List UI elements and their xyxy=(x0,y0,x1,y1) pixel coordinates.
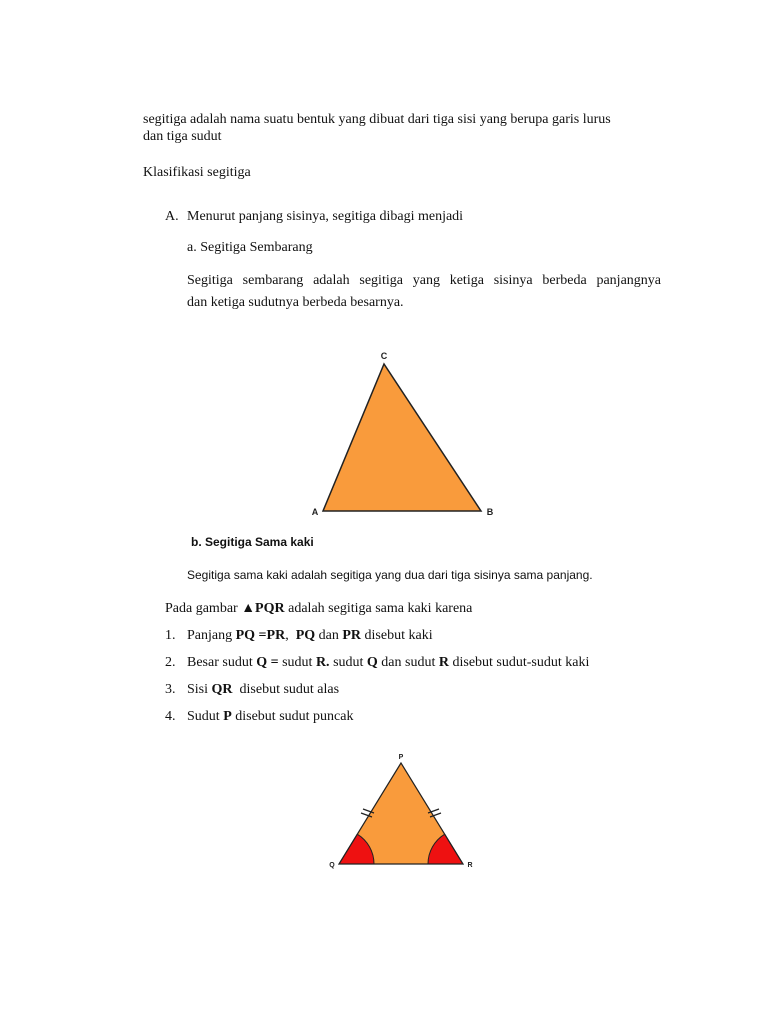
item-number: 2. xyxy=(165,655,176,670)
isosceles-triangle-figure xyxy=(320,750,490,875)
vertex-label-q: Q xyxy=(329,862,335,869)
scalene-triangle-figure xyxy=(300,345,510,520)
subheading-sama-kaki: b. Segitiga Sama kaki xyxy=(191,535,314,549)
item-bold: QR xyxy=(211,682,233,697)
numbered-item-1 xyxy=(165,628,433,644)
item-number: 1. xyxy=(165,628,176,643)
paragraph-sembarang xyxy=(187,270,661,314)
list-item-a xyxy=(165,209,463,225)
section-heading: Klasifikasi segitiga xyxy=(143,165,251,180)
item-text: , xyxy=(285,628,296,643)
paragraph-sama-kaki: Segitiga sama kaki adalah segitiga yang dua dari tiga sisinya sama panjang. xyxy=(187,568,593,582)
item-text: Panjang xyxy=(187,628,236,643)
item-text: sudut xyxy=(329,655,367,670)
item-bold: PQ xyxy=(295,628,316,643)
subheading-sembarang: a. Segitiga Sembarang xyxy=(187,240,313,255)
item-bold: R xyxy=(438,655,449,670)
vertex-label-c: C xyxy=(380,351,388,361)
paragraph-sembarang-line-1: Segitiga sembarang adalah segitiga yang ketiga sisinya berbeda panjangnya xyxy=(187,273,661,288)
vertex-label-a: A xyxy=(311,507,319,517)
intro-line-2: dan tiga sudut xyxy=(143,129,222,144)
item-bold: Q xyxy=(366,655,378,670)
paragraph-sembarang-line-2: dan ketiga sudutnya berbeda besarnya. xyxy=(187,295,404,310)
vertex-label-p: P xyxy=(398,754,404,761)
item-bold: PR xyxy=(342,628,362,643)
item-number: 4. xyxy=(165,709,176,724)
triangle-symbol-pqr: ▲PQR xyxy=(241,601,285,616)
scalene-triangle xyxy=(323,364,481,511)
item-text: disebut sudut-sudut kaki xyxy=(448,655,590,670)
numbered-item-3 xyxy=(165,682,339,698)
item-text: disebut kaki xyxy=(361,628,433,643)
intro-paragraph xyxy=(143,111,663,145)
pada-text-post: adalah segitiga sama kaki karena xyxy=(284,601,473,616)
item-text: Besar sudut xyxy=(187,655,257,670)
item-text: sudut xyxy=(278,655,316,670)
pada-text-pre: Pada gambar xyxy=(165,601,242,616)
vertex-label-b: B xyxy=(486,507,494,517)
item-bold: P xyxy=(223,709,232,724)
numbered-item-2 xyxy=(165,655,589,671)
item-text: dan sudut xyxy=(377,655,439,670)
item-text: Sisi xyxy=(187,682,212,697)
pada-gambar-sentence xyxy=(165,601,472,617)
item-text: Sudut xyxy=(187,709,224,724)
item-text: disebut sudut alas xyxy=(232,682,340,697)
item-text: disebut sudut puncak xyxy=(231,709,354,724)
numbered-item-4 xyxy=(165,709,353,725)
item-text: dan xyxy=(315,628,343,643)
item-bold: PQ =PR xyxy=(235,628,286,643)
item-bold: R. xyxy=(315,655,330,670)
list-text-a: Menurut panjang sisinya, segitiga dibagi menjadi xyxy=(187,209,464,224)
item-number: 3. xyxy=(165,682,176,697)
vertex-label-r: R xyxy=(467,862,473,869)
intro-line-1: segitiga adalah nama suatu bentuk yang dibuat dari tiga sisi yang berupa garis lurus xyxy=(143,112,611,127)
item-bold: Q = xyxy=(256,655,279,670)
list-marker-a: A. xyxy=(165,209,179,224)
